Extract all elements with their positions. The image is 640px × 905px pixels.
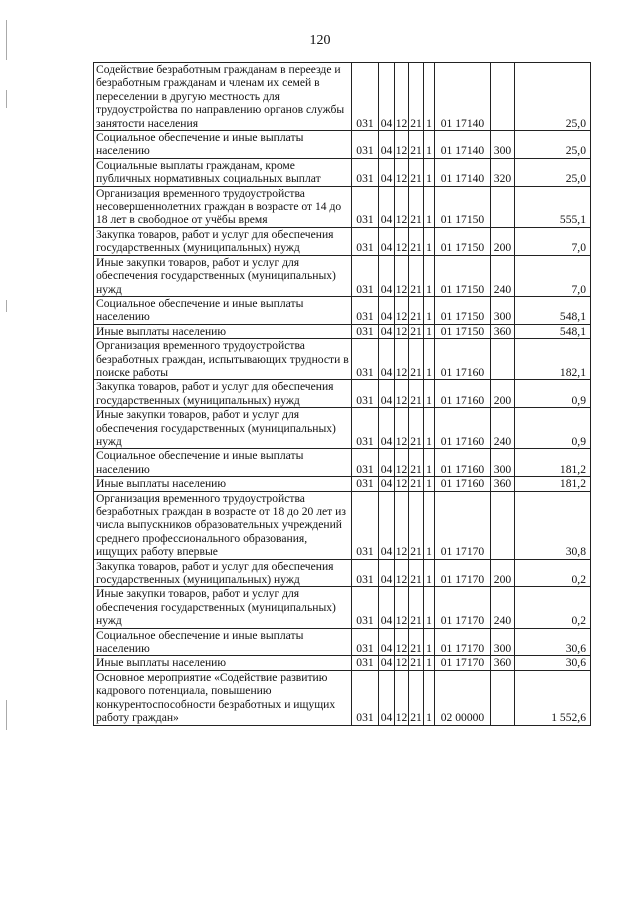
row-program-code: 21	[409, 158, 424, 186]
row-name: Иные закупки товаров, работ и услуг для обеспечения государственных (муниципальных) нужд	[94, 408, 352, 449]
row-ministry-code: 031	[352, 296, 379, 324]
row-ministry-code: 031	[352, 670, 379, 725]
row-subprogram-code: 1	[424, 656, 435, 670]
row-subsection-code: 12	[395, 227, 409, 255]
row-item-code: 01 17170	[435, 656, 491, 670]
row-expense-type-code	[491, 186, 515, 227]
row-program-code: 21	[409, 186, 424, 227]
row-ministry-code: 031	[352, 559, 379, 587]
row-item-code: 02 00000	[435, 670, 491, 725]
row-subprogram-code: 1	[424, 449, 435, 477]
row-item-code: 01 17160	[435, 449, 491, 477]
row-subprogram-code: 1	[424, 324, 435, 338]
table-row	[94, 477, 591, 491]
row-program-code: 21	[410, 324, 422, 338]
row-item-code: 01 17150	[435, 255, 491, 296]
table-row	[94, 227, 591, 255]
row-amount: 548,1	[515, 296, 591, 324]
row-expense-type-code: 240	[491, 587, 515, 628]
row-subsection-code: 12	[395, 656, 408, 670]
row-subprogram-code: 1	[424, 255, 435, 296]
row-ministry-code: 031	[352, 339, 379, 380]
row-name: Закупка товаров, работ и услуг для обеспечения государственных (муниципальных) нужд	[94, 559, 352, 587]
row-subprogram-code: 1	[424, 131, 435, 159]
row-program-code: 21	[409, 559, 424, 587]
row-ministry-code: 031	[352, 186, 379, 227]
row-item-code: 01 17170	[435, 491, 491, 559]
row-expense-type-code: 360	[491, 324, 515, 338]
row-name: Иные выплаты населению	[94, 324, 352, 338]
row-expense-type-code: 300	[491, 131, 515, 159]
row-amount: 0,9	[515, 408, 591, 449]
row-section-code: 04	[379, 131, 395, 159]
row-amount: 25,0	[515, 158, 591, 186]
row-section-code: 04	[379, 255, 395, 296]
row-program-code: 21	[409, 491, 424, 559]
row-section-code: 04	[379, 63, 395, 131]
row-expense-type-code: 300	[491, 449, 515, 477]
scan-edge-marks	[3, 0, 11, 905]
row-amount: 25,0	[515, 131, 591, 159]
row-program-code: 21	[409, 408, 424, 449]
row-name: Социальное обеспечение и иные выплаты населению	[94, 628, 352, 656]
row-section-code: 04	[379, 656, 395, 670]
budget-table	[93, 62, 591, 726]
row-ministry-code: 031	[352, 380, 379, 408]
row-name: Организация временного трудоустройства безработных граждан в возрасте от 18 до 20 лет из числа выпускников образовательных учреждений среднего профессионального образования, ищущих работу впервые	[94, 491, 352, 559]
row-ministry-code: 031	[352, 656, 379, 670]
row-expense-type-code	[491, 63, 515, 131]
row-item-code: 01 17140	[435, 158, 491, 186]
row-program-code: 21	[409, 296, 424, 324]
row-ministry-code: 031	[352, 63, 379, 131]
row-expense-type-code: 200	[491, 227, 515, 255]
row-item-code: 01 17170	[435, 587, 491, 628]
row-ministry-code: 031	[352, 227, 379, 255]
table-row	[94, 186, 591, 227]
row-subsection-code: 12	[395, 449, 409, 477]
row-subprogram-code: 1	[424, 628, 435, 656]
row-ministry-code: 031	[352, 491, 379, 559]
table-row	[94, 587, 591, 628]
row-subsection-code: 12	[395, 324, 408, 338]
row-amount: 30,6	[515, 656, 591, 670]
row-name: Закупка товаров, работ и услуг для обеспечения государственных (муниципальных) нужд	[94, 380, 352, 408]
row-expense-type-code: 240	[491, 255, 515, 296]
row-ministry-code: 031	[352, 158, 379, 186]
row-amount: 1 552,6	[515, 670, 591, 725]
row-section-code: 04	[379, 227, 395, 255]
row-name: Социальные выплаты гражданам, кроме публичных нормативных социальных выплат	[94, 158, 352, 186]
table-row	[94, 491, 591, 559]
row-subsection-code: 12	[395, 670, 409, 725]
row-item-code: 01 17140	[435, 131, 491, 159]
row-ministry-code: 031	[352, 628, 379, 656]
row-program-code: 21	[409, 670, 424, 725]
row-amount: 25,0	[515, 63, 591, 131]
row-ministry-code: 031	[352, 324, 379, 338]
row-amount: 181,2	[515, 449, 591, 477]
row-section-code: 04	[379, 449, 395, 477]
row-subsection-code: 12	[395, 491, 409, 559]
row-expense-type-code: 300	[491, 628, 515, 656]
row-expense-type-code	[491, 339, 515, 380]
row-program-code: 21	[409, 628, 424, 656]
row-program-code: 21	[409, 449, 424, 477]
table-row	[94, 408, 591, 449]
row-ministry-code: 031	[352, 477, 379, 491]
row-name: Иные закупки товаров, работ и услуг для обеспечения государственных (муниципальных) нужд	[94, 587, 352, 628]
row-subprogram-code: 1	[424, 227, 435, 255]
row-subprogram-code: 1	[424, 380, 435, 408]
row-expense-type-code	[491, 491, 515, 559]
row-program-code: 21	[409, 131, 424, 159]
row-subprogram-code: 1	[424, 158, 435, 186]
row-item-code: 01 17170	[435, 559, 491, 587]
row-name: Организация временного трудоустройства безработных граждан, испытывающих трудности в поиске работы	[94, 339, 352, 380]
row-program-code: 21	[409, 227, 424, 255]
row-subsection-code: 12	[395, 296, 409, 324]
table-row	[94, 324, 591, 338]
row-program-code: 21	[409, 255, 424, 296]
row-amount: 7,0	[515, 255, 591, 296]
row-name: Иные выплаты населению	[94, 656, 352, 670]
row-ministry-code: 031	[352, 408, 379, 449]
row-section-code: 04	[379, 296, 395, 324]
row-subprogram-code: 1	[424, 186, 435, 227]
row-subprogram-code: 1	[424, 408, 435, 449]
table-row	[94, 559, 591, 587]
row-expense-type-code: 360	[491, 477, 515, 491]
row-section-code: 04	[379, 587, 395, 628]
row-subprogram-code: 1	[424, 339, 435, 380]
row-name: Иные закупки товаров, работ и услуг для обеспечения государственных (муниципальных) нужд	[94, 255, 352, 296]
row-section-code: 04	[379, 158, 395, 186]
table-row	[94, 380, 591, 408]
row-section-code: 04	[379, 380, 395, 408]
row-amount: 181,2	[515, 477, 591, 491]
row-ministry-code: 031	[352, 587, 379, 628]
row-item-code: 01 17150	[435, 227, 491, 255]
row-item-code: 01 17160	[435, 408, 491, 449]
row-ministry-code: 031	[352, 255, 379, 296]
row-subsection-code: 12	[395, 186, 409, 227]
row-program-code: 21	[410, 477, 422, 491]
row-subsection-code: 12	[395, 477, 408, 491]
row-item-code: 01 17160	[435, 380, 491, 408]
row-expense-type-code: 320	[491, 158, 515, 186]
row-subprogram-code: 1	[424, 63, 435, 131]
row-name: Социальное обеспечение и иные выплаты населению	[94, 131, 352, 159]
row-section-code: 04	[379, 491, 395, 559]
row-item-code: 01 17140	[435, 63, 491, 131]
row-amount: 555,1	[515, 186, 591, 227]
row-subprogram-code: 1	[424, 296, 435, 324]
table-row	[94, 131, 591, 159]
row-amount: 182,1	[515, 339, 591, 380]
table-row	[94, 449, 591, 477]
table-row	[94, 158, 591, 186]
row-section-code: 04	[379, 559, 395, 587]
row-name: Основное мероприятие «Содействие развитию кадрового потенциала, повышению конкурентоспособности безработных и ищущих работу граждан»	[94, 670, 352, 725]
row-amount: 0,9	[515, 380, 591, 408]
row-expense-type-code: 360	[491, 656, 515, 670]
row-subprogram-code: 1	[424, 670, 435, 725]
row-item-code: 01 17150	[435, 186, 491, 227]
row-subprogram-code: 1	[424, 587, 435, 628]
row-subsection-code: 12	[395, 628, 409, 656]
row-name: Социальное обеспечение и иные выплаты населению	[94, 296, 352, 324]
row-expense-type-code: 240	[491, 408, 515, 449]
row-name: Организация временного трудоустройства несовершеннолетних граждан в возрасте от 14 до 18 лет в свободное от учёбы время	[94, 186, 352, 227]
row-expense-type-code: 200	[491, 380, 515, 408]
row-amount: 0,2	[515, 587, 591, 628]
row-section-code: 04	[379, 324, 395, 338]
row-item-code: 01 17150	[435, 324, 491, 338]
row-program-code: 21	[409, 587, 424, 628]
row-amount: 0,2	[515, 559, 591, 587]
table-row	[94, 255, 591, 296]
table-row	[94, 296, 591, 324]
row-subprogram-code: 1	[424, 477, 435, 491]
row-subprogram-code: 1	[424, 559, 435, 587]
row-item-code: 01 17160	[435, 477, 491, 491]
row-subprogram-code: 1	[424, 491, 435, 559]
row-program-code: 21	[410, 656, 422, 670]
row-program-code: 21	[409, 63, 424, 131]
row-subsection-code: 12	[395, 255, 409, 296]
row-ministry-code: 031	[352, 131, 379, 159]
table-row	[94, 63, 591, 131]
row-subsection-code: 12	[395, 559, 409, 587]
row-name: Закупка товаров, работ и услуг для обеспечения государственных (муниципальных) нужд	[94, 227, 352, 255]
row-name: Иные выплаты населению	[94, 477, 352, 491]
row-section-code: 04	[379, 339, 395, 380]
row-amount: 7,0	[515, 227, 591, 255]
row-subsection-code: 12	[395, 408, 409, 449]
row-section-code: 04	[379, 408, 395, 449]
row-subsection-code: 12	[395, 587, 409, 628]
row-section-code: 04	[379, 477, 395, 491]
table-row	[94, 656, 591, 670]
row-name: Социальное обеспечение и иные выплаты населению	[94, 449, 352, 477]
row-item-code: 01 17150	[435, 296, 491, 324]
row-subsection-code: 12	[395, 380, 409, 408]
table-row	[94, 670, 591, 725]
table-row	[94, 339, 591, 380]
table-row	[94, 628, 591, 656]
row-amount: 30,6	[515, 628, 591, 656]
row-section-code: 04	[379, 628, 395, 656]
row-item-code: 01 17160	[435, 339, 491, 380]
budget-table-body	[94, 63, 591, 726]
row-subsection-code: 12	[395, 339, 409, 380]
row-amount: 548,1	[515, 324, 591, 338]
row-expense-type-code	[491, 670, 515, 725]
row-program-code: 21	[409, 380, 424, 408]
row-section-code: 04	[379, 670, 395, 725]
row-item-code: 01 17170	[435, 628, 491, 656]
page-number: 120	[309, 33, 331, 48]
row-subsection-code: 12	[395, 63, 409, 131]
row-program-code: 21	[409, 339, 424, 380]
row-ministry-code: 031	[352, 449, 379, 477]
row-section-code: 04	[379, 186, 395, 227]
row-name: Содействие безработным гражданам в переезде и безработным гражданам и членам их семей в переселении в другую местность для трудоустройства по направлению органов службы занятости населения	[94, 63, 352, 131]
row-amount: 30,8	[515, 491, 591, 559]
row-subsection-code: 12	[395, 158, 409, 186]
row-expense-type-code: 200	[491, 559, 515, 587]
row-expense-type-code: 300	[491, 296, 515, 324]
row-subsection-code: 12	[395, 131, 409, 159]
